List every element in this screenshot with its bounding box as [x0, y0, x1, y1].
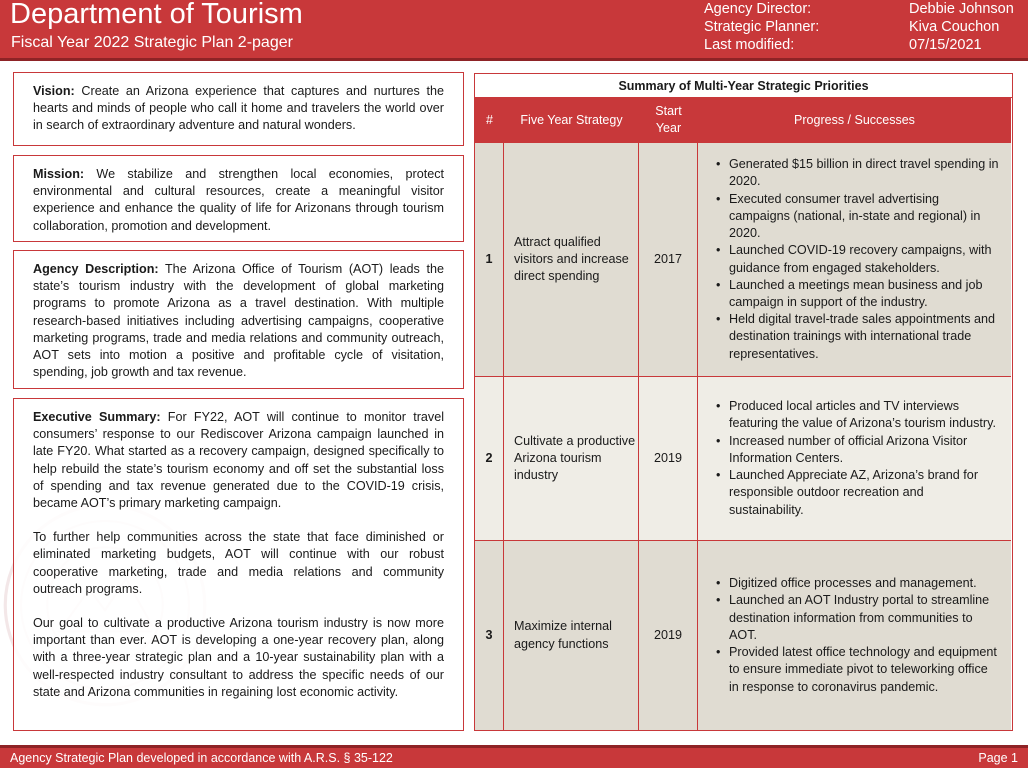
row-start-year: 2019 — [639, 377, 698, 540]
row-strategy-text: Maximize internal agency functions — [514, 619, 612, 651]
row-strategy — [504, 143, 639, 376]
mission-statement — [33, 166, 444, 235]
agency-description — [33, 261, 444, 381]
table-row — [475, 142, 1011, 376]
page-number: Page 1 — [978, 751, 1018, 765]
executive-summary-p2: To further help communities across the state that face diminished or eliminated marketing budgets, AOT will continue with our robust cooperative marketing, trade and media relations and community outreach programs. — [33, 530, 444, 596]
row-progress — [698, 143, 1011, 376]
row-start-year: 2019 — [639, 541, 698, 730]
row-progress — [698, 377, 1011, 540]
list-item: • Launched COVID-19 recovery campaigns, with guidance from engaged stakeholders. — [708, 242, 1001, 276]
page-header — [0, 0, 1028, 58]
progress-list — [708, 575, 1001, 695]
executive-summary-box — [13, 398, 464, 731]
col-header-number: # — [486, 112, 493, 127]
executive-summary-p3: Our goal to cultivate a productive Arizona tourism industry is now more important than ever. AOT is developing a one-year recovery plan, along with a three-year strategic plan and a 10-year sustainability plan with a well-respected industry consultant to address the specific needs of our state and Arizona communities in regaining lost economic activity. — [33, 616, 444, 699]
list-item: • Digitized office processes and management. — [708, 575, 1001, 592]
agency-description-box — [13, 250, 464, 389]
planner-name: Kiva Couchon — [909, 19, 1000, 35]
row-progress — [698, 541, 1011, 730]
mission-text: We stabilize and strengthen local economies, protect environmental and cultural resources, create a meaningful visitor experience and enhance the quality of life for Arizonans through tourism collaboration, promotion and development. — [33, 167, 444, 233]
row-number: 3 — [475, 541, 504, 730]
executive-summary-p1 — [33, 409, 444, 512]
list-item: • Provided latest office technology and equipment to ensure immediate pivot to teleworking office in response to coronavirus pandemic. — [708, 644, 1001, 696]
executive-summary-text-1: For FY22, AOT will continue to monitor travel consumers’ response to our Rediscover Arizona campaign launched in late FY20. What started as a recovery campaign, designed specifically to help rebuild the state’s tourism economy and off set the substantial loss of spending and tax revenue generated due to the COVID-19 crisis, became AOT’s primary marketing campaign. — [33, 410, 444, 511]
page-title: Department of Tourism — [10, 0, 303, 30]
modified-date: 07/15/2021 — [909, 37, 982, 53]
row-strategy — [504, 541, 639, 730]
col-header-start-year: Start Year — [655, 104, 682, 135]
table-row — [475, 376, 1011, 540]
vision-text: Create an Arizona experience that captures and nurtures the hearts and minds of people who call it home and travelers the world over in search of extraordinary adventure and natural wonders. — [33, 84, 444, 133]
row-start-year: 2017 — [639, 143, 698, 376]
director-label: Agency Director: — [704, 1, 812, 17]
table-title: Summary of Multi-Year Strategic Priorities — [475, 74, 1012, 98]
page-footer — [0, 748, 1028, 768]
agency-description-label: Agency Description: — [33, 262, 159, 276]
table-row — [475, 540, 1011, 730]
priorities-table — [474, 73, 1013, 731]
progress-list — [708, 398, 1001, 518]
footer-statute-text: Agency Strategic Plan developed in accordance with A.R.S. § 35-122 — [10, 751, 393, 765]
progress-list — [708, 156, 1001, 362]
executive-summary-label: Executive Summary: — [33, 410, 161, 424]
page-subtitle: Fiscal Year 2022 Strategic Plan 2-pager — [11, 34, 293, 51]
vision-box — [13, 72, 464, 146]
list-item: • Executed consumer travel advertising campaigns (national, in-state and regional) in 2020. — [708, 191, 1001, 243]
header-meta-labels — [704, 0, 819, 54]
modified-label: Last modified: — [704, 37, 795, 53]
list-item: • Launched Appreciate AZ, Arizona’s brand for responsible outdoor recreation and sustainability. — [708, 467, 1001, 519]
planner-label: Strategic Planner: — [704, 19, 820, 35]
vision-label: Vision: — [33, 84, 75, 98]
col-header-progress: Progress / Successes — [794, 112, 915, 127]
director-name: Debbie Johnson — [909, 1, 1014, 17]
list-item: • Held digital travel-trade sales appointments and destination trainings with international trade representatives. — [708, 311, 1001, 363]
col-header-strategy: Five Year Strategy — [520, 112, 623, 127]
agency-description-text: The Arizona Office of Tourism (AOT) leads the state’s tourism industry with the development of global marketing programs to promote Arizona as a travel destination. With multiple research-based initiatives including advertising campaigns, cooperative marketing programs, trade and media relations and community outreach, AOT sets into motion a positive and profitable cycle of visitation, spending, job growth and tax revenue. — [33, 262, 444, 380]
row-strategy-text: Cultivate a productive Arizona tourism industry — [514, 433, 636, 483]
row-number: 1 — [475, 143, 504, 376]
mission-box — [13, 155, 464, 242]
list-item: • Increased number of official Arizona Visitor Information Centers. — [708, 433, 1001, 467]
header-divider — [0, 58, 1028, 61]
list-item: • Launched an AOT Industry portal to streamline destination information from communities to AOT. — [708, 592, 1001, 644]
list-item: • Generated $15 billion in direct travel spending in 2020. — [708, 156, 1001, 190]
mission-label: Mission: — [33, 167, 85, 181]
row-strategy-text: Attract qualified visitors and increase direct spending — [514, 234, 629, 284]
header-meta-values — [909, 0, 1014, 54]
table-header — [475, 98, 1011, 142]
vision-statement — [33, 83, 444, 135]
list-item: • Launched a meetings mean business and job campaign in support of the industry. — [708, 277, 1001, 311]
row-number: 2 — [475, 377, 504, 540]
list-item: • Produced local articles and TV interviews featuring the value of Arizona’s tourism industry. — [708, 398, 1001, 432]
row-strategy — [504, 377, 639, 540]
